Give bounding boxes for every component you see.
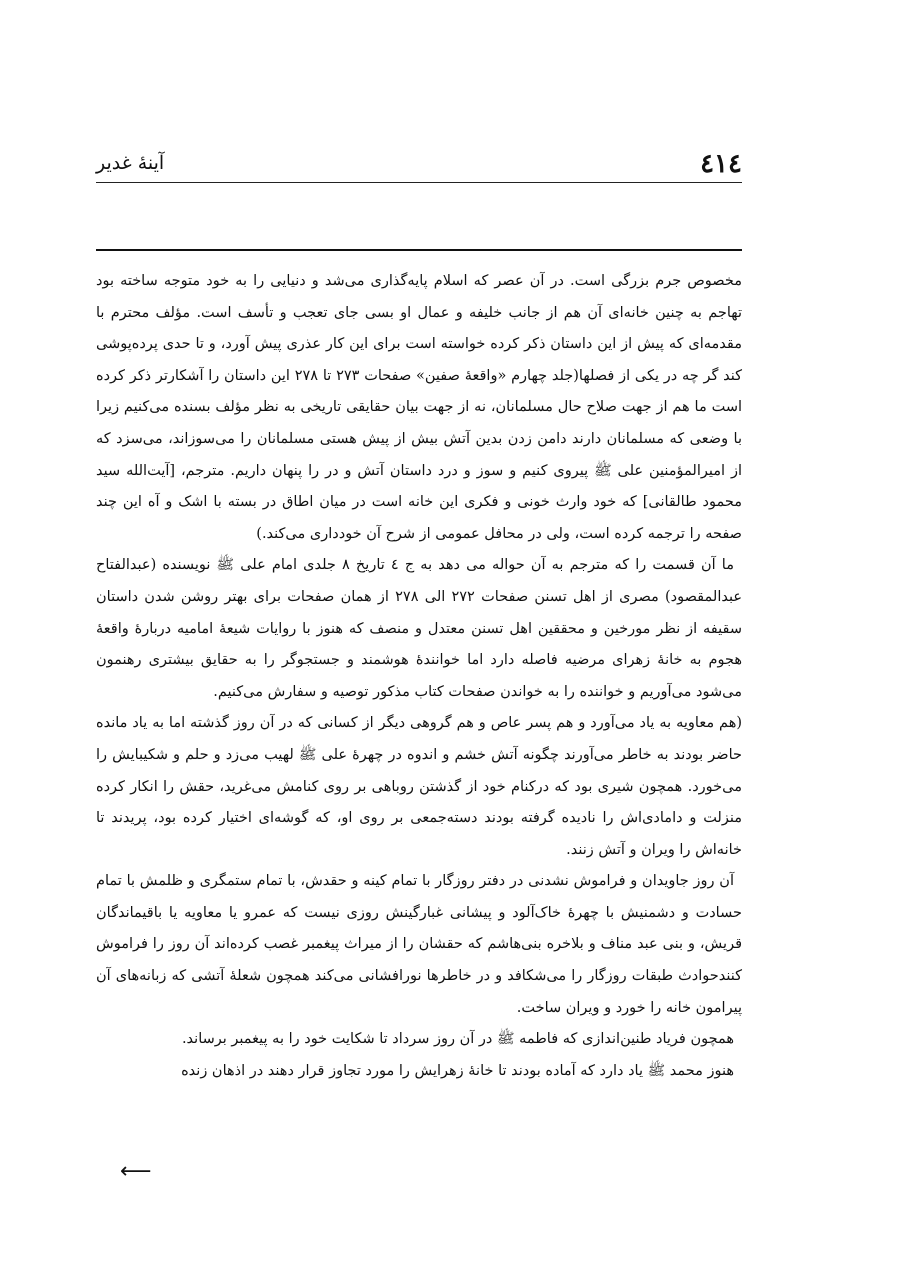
book-page [96, 0, 742, 1282]
paragraph: آن روز جاويدان و فراموش نشدنی در دفتر روزگار با تمام کينه و حقدش، با تمام ستمگری و ظلمش با تمام حسادت و دشمنيش با چهرهٔ خاک‌آلود و پيشانی غبارگينش روزی نيست که عمرو يا معاويه يا باقيماندگان قريش، و بنی عبد مناف و بلاخره بنی‌هاشم که حقشان را از ميراث پيغمبر غصب کرده‌اند آن روز را فراموش کنندحوادث طبقات روزگار را می‌شکافد و در خاطرها نورافشانی می‌کند همچون شعلهٔ آتشی که زبانه‌های آن پيرامون خانه را خورد و ويران ساخت. [96, 873, 742, 1016]
paragraph: همچون فرياد طنين‌اندازی که فاطمه ﷺ در آن روز سرداد تا شکايت خود را به پيغمبر برساند. [181, 1031, 734, 1048]
paragraph: هنوز محمد ﷺ ياد دارد که آماده بودند تا خانهٔ زهرايش را مورد تجاوز قرار دهند در اذهان زنده [181, 1062, 734, 1079]
paragraph: (هم معاويه به ياد می‌آورد و هم پسر عاص و هم گروهی ديگر از کسانی که در آن روز گذشته اما به ياد مانده حاضر بودند به خاطر می‌آورند چگونه آتش خشم و اندوه در چهرهٔ علی ﷺ لهيب می‌زد و حلم و شکيبايش را می‌خورد. همچون شيری بود که درکنام خود از گذشتن روباهی بر روی کنامش می‌غريد، حقش را انکار کرده منزلت و دامادی‌اش را ناديده گرفته بودند دسته‌جمعی بر روی او، که گوشه‌ای اختيار کرده بود، پريدند تا خانه‌اش را ويران و آتش زنند. [96, 715, 742, 858]
continue-arrow-icon: ⟵ [120, 1159, 152, 1184]
page-header [96, 146, 742, 182]
page-number: ٤١٤ [700, 149, 742, 179]
text-top-rule [96, 249, 742, 251]
running-title: آينهٔ غدير [96, 152, 165, 174]
paragraph: مخصوص جرم بزرگی است. در آن عصر که اسلام پايه‌گذاری می‌شد و دنيايی را به خود متوجه ساخته بود تهاجم به چنين خانه‌ای آن هم از جانب خليفه و عمال او بسی جای تعجب و تأسف است. مؤلف محترم با مقدمه‌ای که پيش از اين داستان ذکر کرده خواسته است برای اين کار عذری پيش آورد، و تا حدی پرده‌پوشی کند گر چه در يکی از فصلها(جلد چهارم «واقعهٔ صفين» صفحات ۲۷۳ تا ۲۷۸ اين داستان را آشکارتر ذکر کرده است ما هم از جهت صلاح حال مسلمانان، نه از جهت بيان حقايقی تاريخی به نظر مؤلف بسنده می‌کنيم زيرا با وضعی که مسلمانان دارند دامن زدن بدين آتش بيش از پيش هستی مسلمانان را می‌سوزاند، می‌سزد که از اميرالمؤمنين علی ﷺ پيروی کنيم و سوز و درد داستان آتش و در را پنهان داريم. مترجم، [آيت‌الله سيد محمود طالقانی] که خود وارث خونی و فکری اين خانه است در ميان اطاق در بسته با اشک و آه اين چند صفحه را ترجمه کرده است، ولی در محافل عمومی از شرح آن خودداری می‌کند.) [96, 273, 743, 542]
body-text [96, 266, 742, 1087]
paragraph: ما آن قسمت را که مترجم به آن حواله می دهد به ج ٤ تاريخ ٨ جلدی امام علی ﷺ نويسنده (عبدالفتاح عبدالمقصود) مصری از اهل تسنن صفحات ۲۷۲ الی ۲۷۸ از همان صفحات برای بهتر روشن شدن داستان سقيفه از نظر مورخين و محققين اهل تسنن معتدل و منصف که هنوز با روايات شيعهٔ اماميه دربارهٔ واقعهٔ هجوم به خانهٔ زهرای مرضيه فاصله دارد اما خوانندهٔ هوشمند و جستجوگر را به حقايق بيشتری رهنمون می‌شود می‌آوريم و خواننده را به خواندن صفحات کتاب مذکور توصيه و سفارش می‌کنيم. [96, 557, 742, 700]
header-rule [96, 182, 742, 183]
